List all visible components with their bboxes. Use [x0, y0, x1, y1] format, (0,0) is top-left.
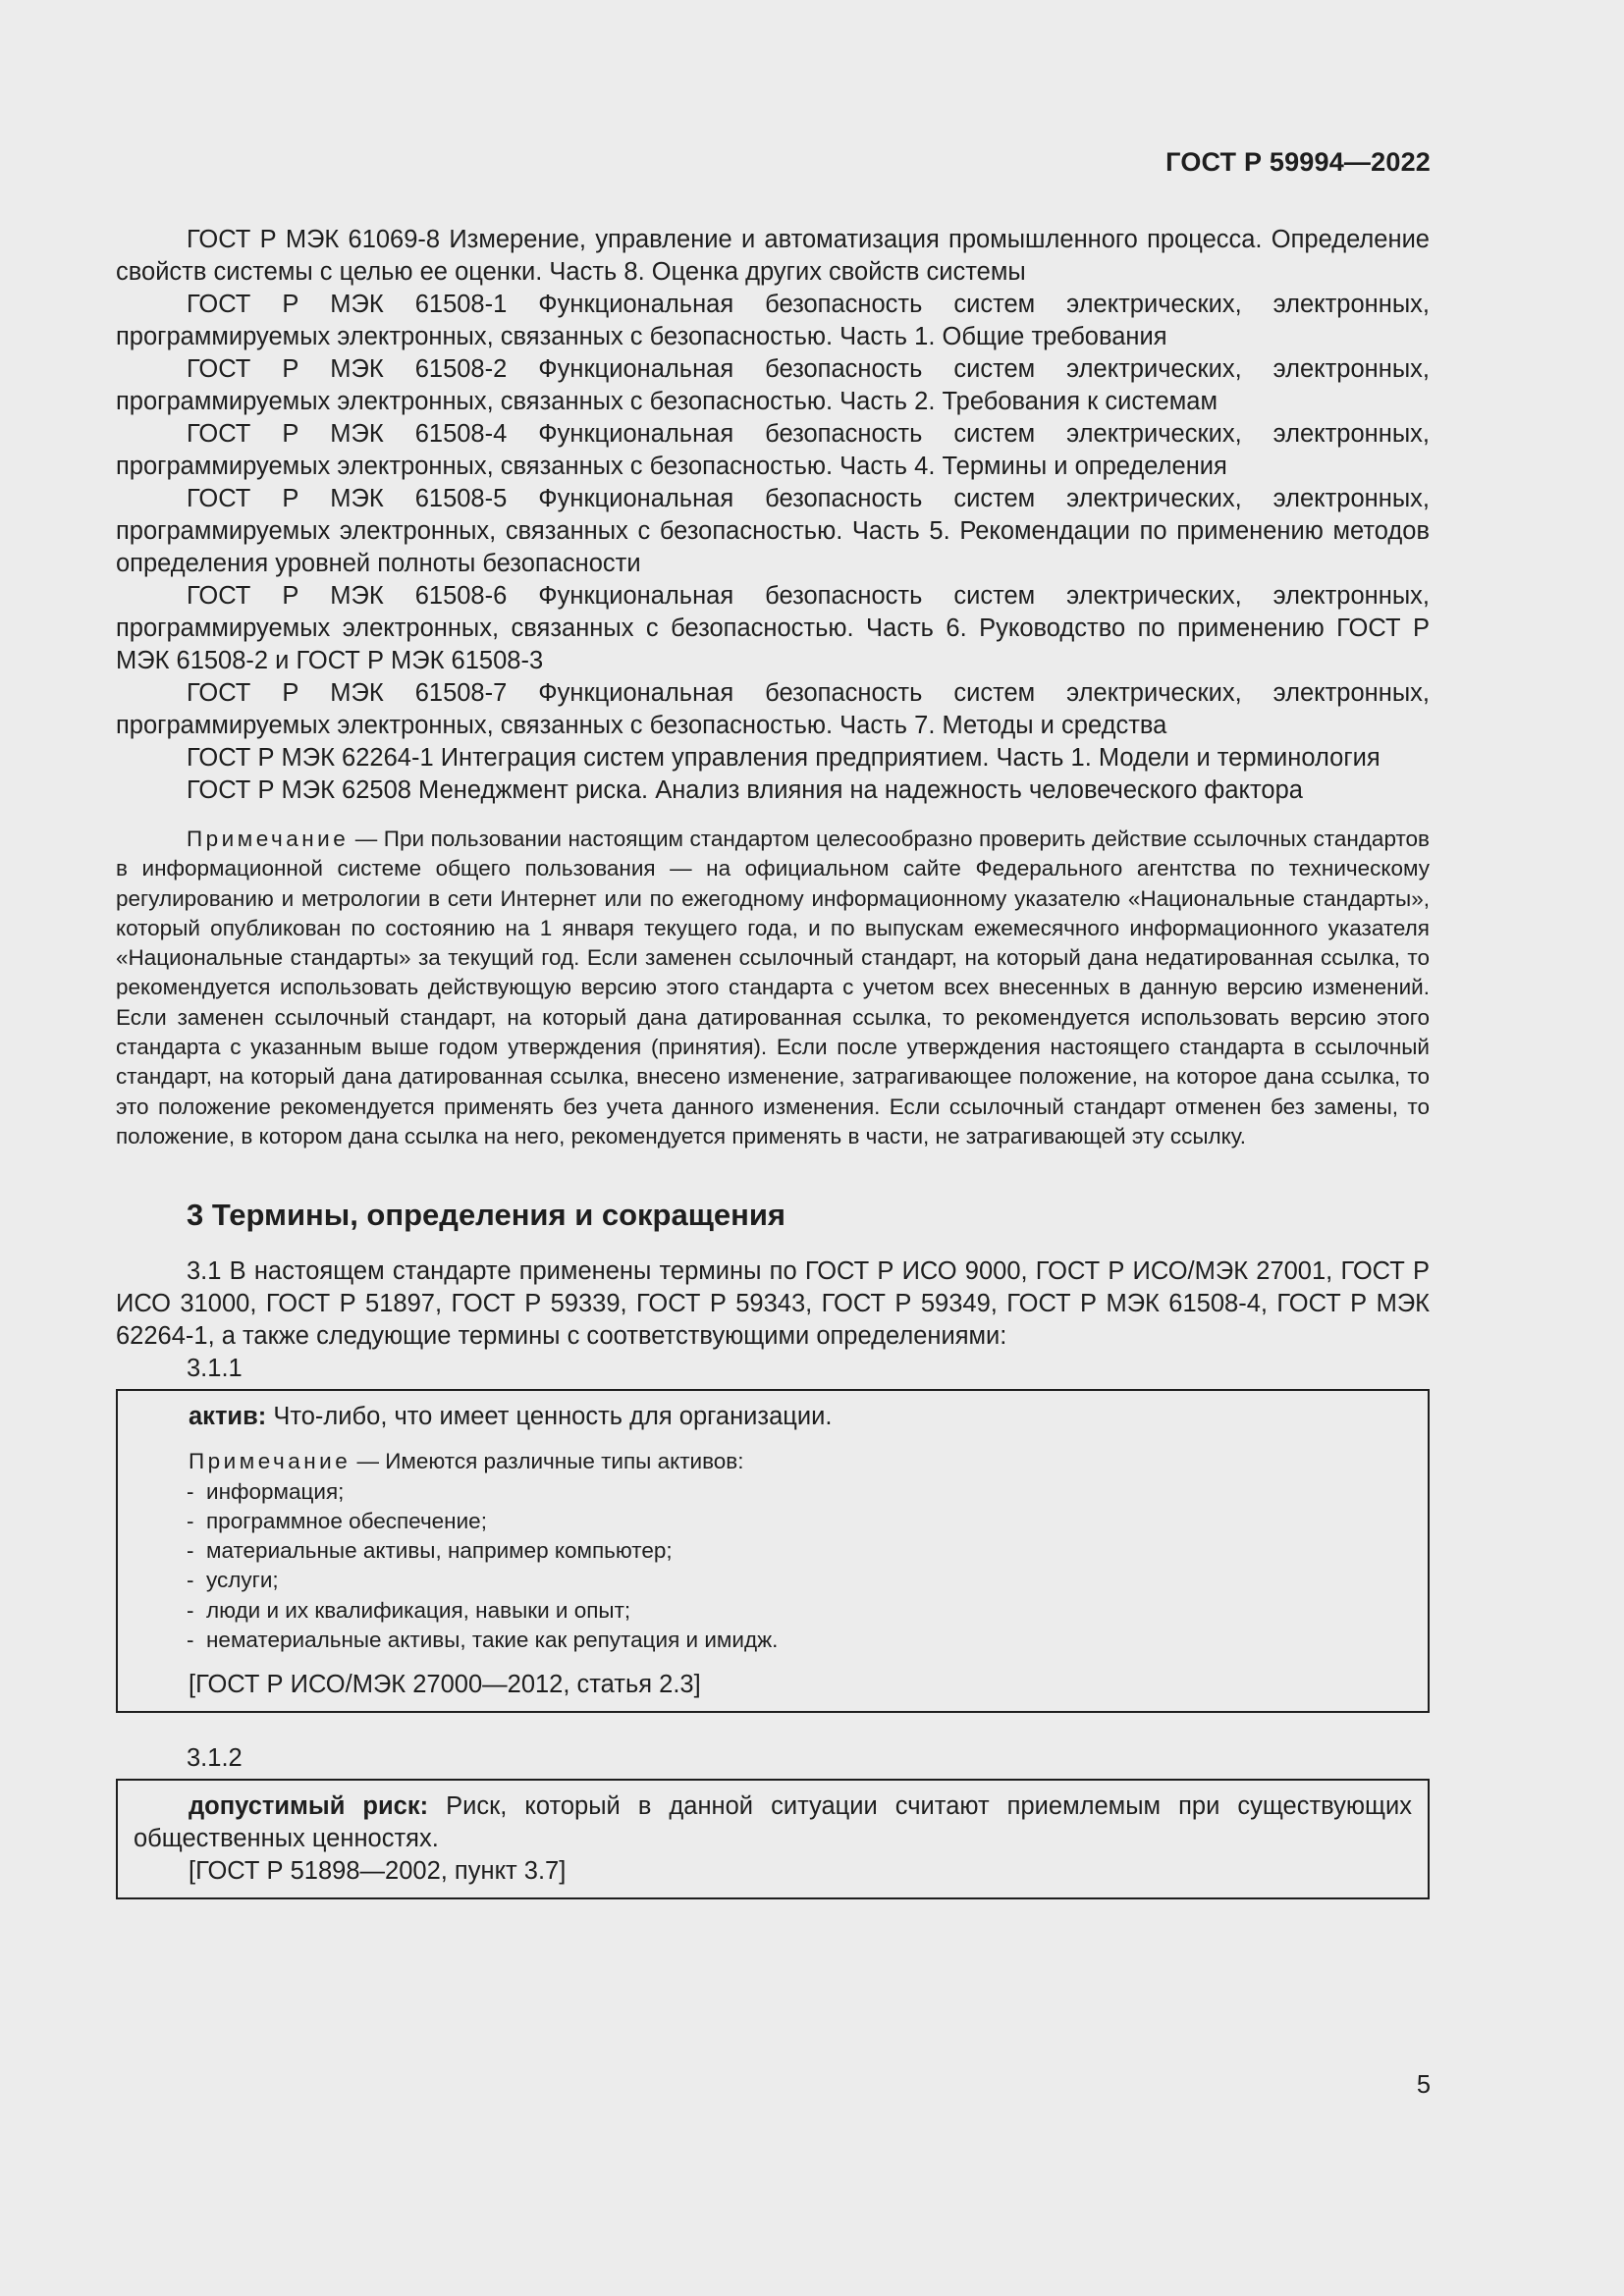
page-content [116, 224, 1430, 1899]
page-number: 5 [1416, 2071, 1431, 2099]
list-item: - информация; [187, 1477, 1412, 1507]
list-item: - материальные активы, например компьютер; [187, 1536, 1412, 1566]
term-source: [ГОСТ Р 51898—2002, пункт 3.7] [189, 1857, 567, 1886]
list-item: - услуги; [187, 1566, 1412, 1595]
definition-text: Риск, который в данной ситуации считают приемлемым при существующих общественных ценностях. [134, 1792, 1412, 1853]
definition-text: Что-либо, что имеет ценность для организации. [266, 1403, 833, 1431]
reference-item: ГОСТ Р МЭК 61069-8 Измерение, управление и автоматизация промышленного процесса. Определение свойств системы с целью ее оценки. Часть 8. Оценка других свойств системы [116, 226, 1430, 286]
normative-references [116, 224, 1430, 807]
reference-item: ГОСТ Р МЭК 61508-7 Функциональная безопасность систем электрических, электронных, программируемых электронных, связанных с безопасностью. Часть 7. Методы и средства [116, 679, 1430, 739]
reference-item: ГОСТ Р МЭК 61508-1 Функциональная безопасность систем электрических, электронных, программируемых электронных, связанных с безопасностью. Часть 1. Общие требования [116, 291, 1430, 350]
term-box-tolerable-risk [116, 1779, 1430, 1899]
list-item: - нематериальные активы, такие как репутация и имидж. [187, 1626, 1412, 1655]
reference-item: ГОСТ Р МЭК 61508-2 Функциональная безопасность систем электрических, электронных, программируемых электронных, связанных с безопасностью. Часть 2. Требования к системам [116, 355, 1430, 415]
reference-item: ГОСТ Р МЭК 62508 Менеджмент риска. Анализ влияния на надежность человеческого фактора [187, 776, 1303, 804]
reference-item: ГОСТ Р МЭК 61508-5 Функциональная безопасность систем электрических, электронных, программируемых электронных, связанных с безопасностью. Часть 5. Рекомендации по применению методов определения уровней полноты безопасности [116, 485, 1430, 577]
term-number: 3.1.1 [187, 1355, 243, 1383]
list-item: - люди и их квалификация, навыки и опыт; [187, 1596, 1412, 1626]
term-note [189, 1447, 1412, 1476]
term-name: актив: [189, 1403, 267, 1431]
note-text: — При пользовании настоящим стандартом целесообразно проверить действие ссылочных стандартов в информационной системе общего пользования — на официальном сайте Федерального агентства по техническому регулированию и метрологии в сети Интернет или по ежегодному информационному указателю «Национальные стандарты», который опубликован по состоянию на 1 января текущего года, и по выпускам ежемесячного информационного указателя «Национальные стандарты» за текущий год. Если заменен ссылочный стандарт, на который дана недатированная ссылка, то рекомендуется использовать действующую версию этого стандарта с учетом всех внесенных в данную версию изменений. Если заменен ссылочный стандарт, на который дана датированная ссылка, то рекомендуется использовать версию этого стандарта с указанным выше годом утверждения (принятия). Если после утверждения настоящего стандарта в ссылочный стандарт, на который дана датированная ссылка, внесено изменение, затрагивающее положение, на которое дана ссылка, то это положение рекомендуется применять без учета данного изменения. Если ссылочный стандарт отменен без замены, то положение, в котором дана ссылка на него, рекомендуется применять в части, не затрагивающей эту ссылку. [116, 827, 1430, 1148]
term-definition [134, 1790, 1412, 1855]
note-label: Примечание [189, 1449, 352, 1474]
section-title: 3 Термины, определения и сокращения [187, 1198, 785, 1233]
reference-item: ГОСТ Р МЭК 61508-4 Функциональная безопасность систем электрических, электронных, программируемых электронных, связанных с безопасностью. Часть 4. Термины и определения [116, 420, 1430, 480]
reference-item: ГОСТ Р МЭК 62264-1 Интеграция систем управления предприятием. Часть 1. Модели и терминология [187, 744, 1380, 772]
term-box-asset [116, 1389, 1430, 1713]
reference-item: ГОСТ Р МЭК 61508-6 Функциональная безопасность систем электрических, электронных, программируемых электронных, связанных с безопасностью. Часть 6. Руководство по применению ГОСТ Р МЭК 61508-2 и ГОСТ Р МЭК 61508-3 [116, 582, 1430, 674]
term-number: 3.1.2 [187, 1744, 243, 1773]
asset-types-list [187, 1477, 1412, 1656]
term-source: [ГОСТ Р ИСО/МЭК 27000—2012, статья 2.3] [189, 1671, 701, 1699]
references-note [116, 825, 1430, 1151]
list-item: - программное обеспечение; [187, 1507, 1412, 1536]
term-name: допустимый риск: [189, 1792, 429, 1821]
note-label: Примечание [187, 827, 350, 851]
term-definition [134, 1401, 1412, 1433]
note-text: — Имеются различные типы активов: [351, 1449, 744, 1474]
section-intro: 3.1 В настоящем стандарте применены термины по ГОСТ Р ИСО 9000, ГОСТ Р ИСО/МЭК 27001, ГОСТ Р ИСО 31000, ГОСТ Р 51897, ГОСТ Р 59339, ГОСТ Р 59343, ГОСТ Р 59349, ГОСТ Р МЭК 61508-4, ГОСТ Р МЭК 62264-1, а также следующие термины с соответствующими определениями: [116, 1257, 1430, 1351]
document-header: ГОСТ Р 59994—2022 [1165, 147, 1431, 177]
